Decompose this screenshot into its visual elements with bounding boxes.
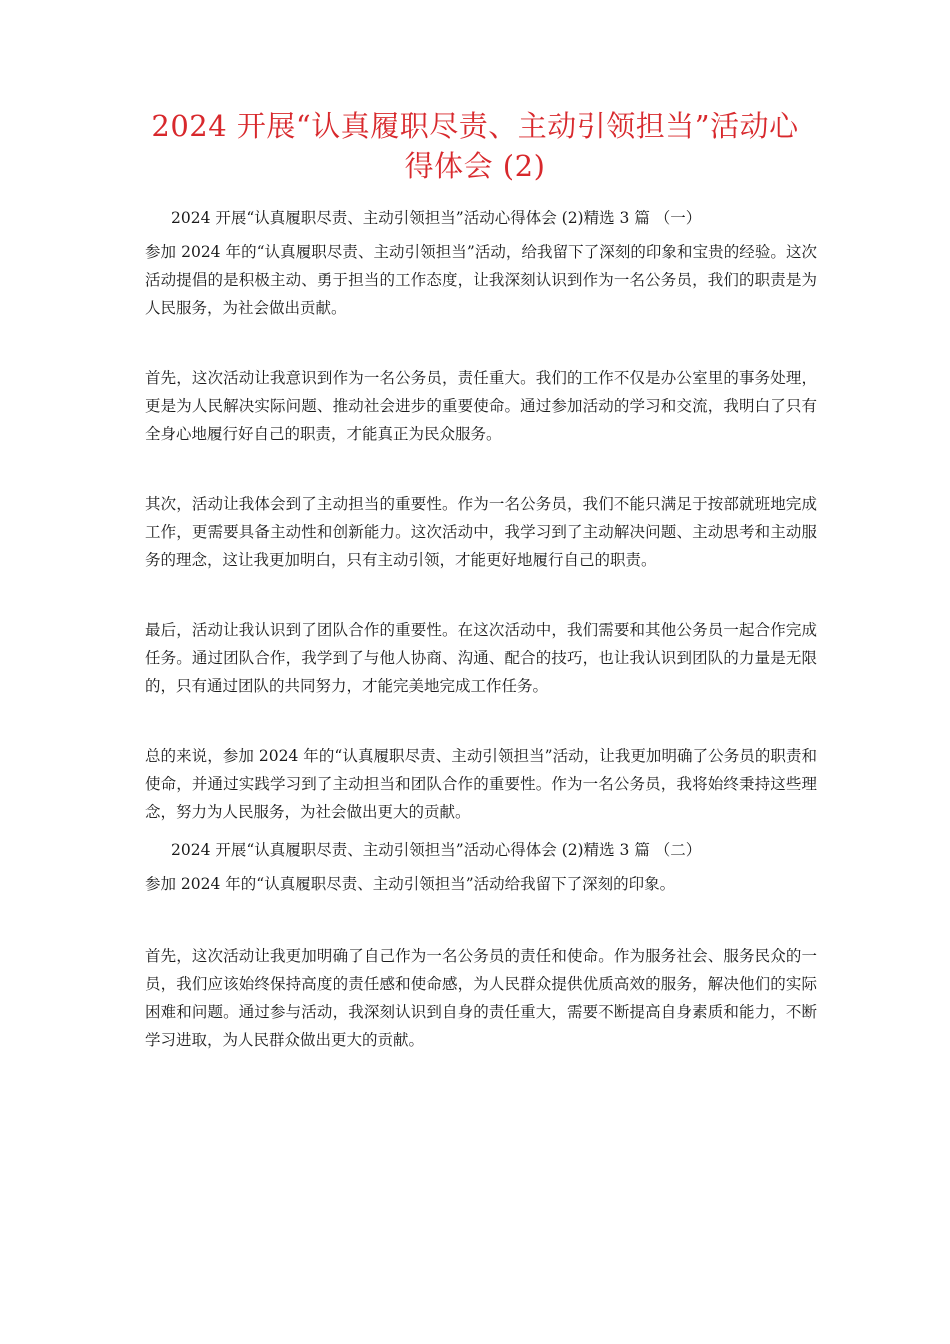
document-body — [145, 204, 817, 1096]
section-1-paragraph-3: 其次，活动让我体会到了主动担当的重要性。作为一名公务员，我们不能只满足于按部就班地完成工作，更需要具备主动性和创新能力。这次活动中，我学习到了主动解决问题、主动思考和主动服务的理念，这让我更加明白，只有主动引领，才能更好地履行自己的职责。 — [145, 495, 817, 569]
section-2-heading: 2024 开展“认真履职尽责、主动引领担当”活动心得体会 (2)精选 3 篇 （二） — [171, 841, 702, 859]
section-1-paragraph-2: 首先，这次活动让我意识到作为一名公务员，责任重大。我们的工作不仅是办公室里的事务处理，更是为人民解决实际问题、推动社会进步的重要使命。通过参加活动的学习和交流，我明白了只有全身心地履行好自己的职责，才能真正为民众服务。 — [145, 369, 817, 443]
title-line-1: 2024 开展“认真履职尽责、主动引领担当”活动心 — [151, 109, 799, 143]
title-line-2: 得体会 (2) — [404, 149, 546, 183]
section-1-paragraph-5: 总的来说，参加 2024 年的“认真履职尽责、主动引领担当”活动，让我更加明确了公务员的职责和使命，并通过实践学习到了主动担当和团队合作的重要性。作为一名公务员，我将始终秉持这些理念，努力为人民服务，为社会做出更大的贡献。 — [145, 747, 817, 821]
document-title — [120, 106, 830, 186]
section-1-heading: 2024 开展“认真履职尽责、主动引领担当”活动心得体会 (2)精选 3 篇 （一） — [171, 209, 702, 227]
section-1-paragraph-1: 参加 2024 年的“认真履职尽责、主动引领担当”活动，给我留下了深刻的印象和宝贵的经验。这次活动提倡的是积极主动、勇于担当的工作态度，让我深刻认识到作为一名公务员，我们的职责是为人民服务，为社会做出贡献。 — [145, 243, 817, 317]
section-2-paragraph-2: 首先，这次活动让我更加明确了自己作为一名公务员的责任和使命。作为服务社会、服务民众的一员，我们应该始终保持高度的责任感和使命感，为人民群众提供优质高效的服务，解决他们的实际困难和问题。通过参与活动，我深刻认识到自身的责任重大，需要不断提高自身素质和能力，不断学习进取，为人民群众做出更大的贡献。 — [145, 947, 817, 1049]
section-2-paragraph-1: 参加 2024 年的“认真履职尽责、主动引领担当”活动给我留下了深刻的印象。 — [145, 875, 676, 893]
section-1-paragraph-4: 最后，活动让我认识到了团队合作的重要性。在这次活动中，我们需要和其他公务员一起合作完成任务。通过团队合作，我学到了与他人协商、沟通、配合的技巧，也让我认识到团队的力量是无限的，只有通过团队的共同努力，才能完美地完成工作任务。 — [145, 621, 817, 695]
